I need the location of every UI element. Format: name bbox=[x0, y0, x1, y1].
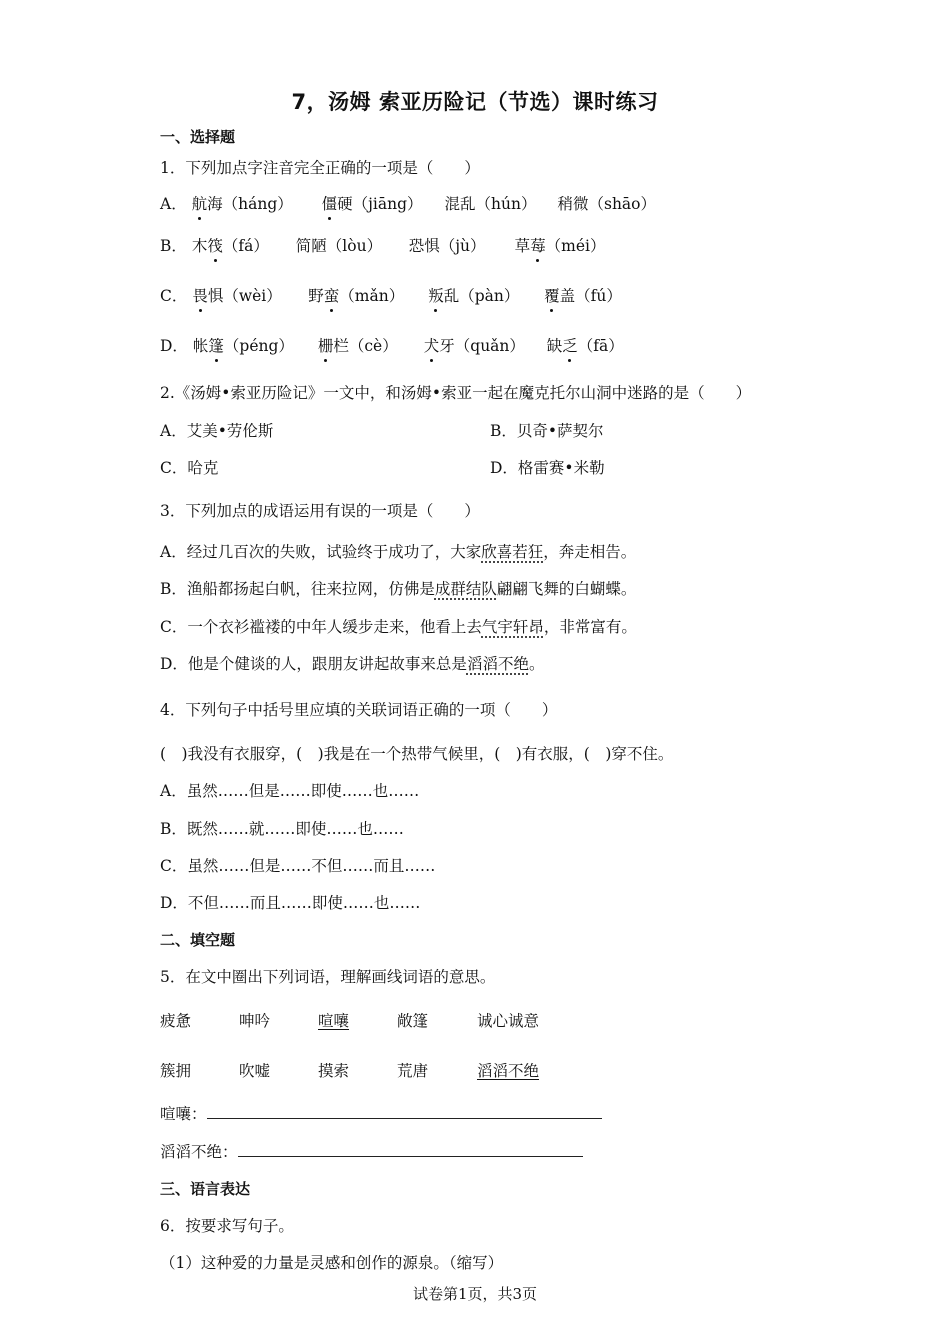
pinyin: （jù） bbox=[439, 237, 486, 255]
vocab-word: 吹嘘 bbox=[239, 1062, 271, 1080]
dotted-idiom: 滔滔不绝 bbox=[466, 655, 529, 673]
word-char: 木 bbox=[191, 237, 208, 255]
word-char: 乱 bbox=[460, 195, 476, 213]
word-char: 惧 bbox=[207, 287, 224, 305]
pinyin: （shāo） bbox=[588, 195, 656, 213]
question-stem: 2.《汤姆•索亚历险记》一文中，和汤姆•索亚一起在魔克托尔山洞中迷路的是（ ） bbox=[160, 384, 752, 402]
q1-option-a bbox=[160, 192, 656, 214]
blank-label: 滔滔不绝： bbox=[160, 1143, 238, 1161]
q3-option-b bbox=[160, 577, 636, 599]
dotted-char: 栅 bbox=[317, 337, 334, 355]
dotted-char: 篷 bbox=[208, 337, 224, 355]
question-stem: 4．下列句子中括号里应填的关联词语正确的一项（ ） bbox=[160, 701, 558, 719]
dotted-char: 覆 bbox=[544, 287, 560, 305]
word-char: 稍 bbox=[557, 195, 573, 213]
option-text: B．渔船都扬起白帆，往来拉网，仿佛是 bbox=[160, 580, 435, 598]
dotted-char: 蛮 bbox=[323, 287, 340, 305]
pinyin: （jiāng） bbox=[352, 195, 423, 213]
answer-blank-row bbox=[160, 1140, 583, 1162]
dotted-char: 犬 bbox=[423, 337, 440, 355]
word-char: 乱 bbox=[443, 287, 460, 305]
word-char: 盖 bbox=[559, 287, 576, 305]
q4-option-c: C．虽然……但是……不但……而且…… bbox=[160, 857, 436, 875]
pinyin: （quǎn） bbox=[454, 337, 525, 355]
word-char: 栏 bbox=[333, 337, 349, 355]
word-char: 恐 bbox=[408, 237, 425, 255]
page-footer: 试卷第1页，共3页 bbox=[412, 1285, 538, 1303]
section-heading: 三、语言表达 bbox=[160, 1180, 251, 1198]
dotted-idiom: 成群结队 bbox=[434, 580, 497, 598]
dotted-char: 叛 bbox=[428, 287, 444, 305]
blank-label: 喧嚷： bbox=[160, 1105, 207, 1123]
vocab-word: 敞篷 bbox=[397, 1012, 429, 1030]
q1-option-c bbox=[160, 284, 622, 306]
page-title: 7，汤姆 索亚历险记（节选）课时练习 bbox=[291, 90, 659, 114]
vocab-word-underlined: 滔滔不绝 bbox=[477, 1062, 540, 1080]
q1-option-d bbox=[160, 334, 624, 356]
option-text: D．他是个健谈的人，跟朋友讲起故事来总是 bbox=[160, 655, 467, 673]
q2-option-b: B．贝奇•萨契尔 bbox=[490, 422, 604, 440]
vocab-word: 诚心诚意 bbox=[477, 1012, 540, 1030]
dotted-idiom: 欣喜若狂 bbox=[481, 543, 544, 561]
option-text: ，奔走相告。 bbox=[543, 543, 637, 561]
word-char: 帐 bbox=[192, 337, 209, 355]
answer-line[interactable] bbox=[207, 1104, 602, 1119]
option-label: C． bbox=[160, 287, 188, 305]
q5-word-row-2 bbox=[160, 1059, 539, 1081]
pinyin: （péng） bbox=[223, 337, 294, 355]
pinyin: （mǎn） bbox=[339, 287, 405, 305]
word-char: 陋 bbox=[311, 237, 327, 255]
word-char: 硬 bbox=[337, 195, 353, 213]
option-label: A． bbox=[160, 195, 187, 213]
word-char: 缺 bbox=[546, 337, 563, 355]
option-text: 。 bbox=[528, 655, 545, 673]
q3-option-a bbox=[160, 540, 636, 562]
vocab-word: 呻吟 bbox=[239, 1012, 271, 1030]
pinyin: （fú） bbox=[575, 287, 622, 305]
word-char: 草 bbox=[514, 237, 531, 255]
q1-option-b bbox=[160, 234, 606, 256]
vocab-word: 荒唐 bbox=[397, 1062, 429, 1080]
q5-word-row-1 bbox=[160, 1009, 539, 1031]
dotted-idiom: 气宇轩昂 bbox=[481, 618, 544, 636]
vocab-word: 摸索 bbox=[318, 1062, 350, 1080]
dotted-char: 航 bbox=[191, 195, 208, 213]
option-text: ，非常富有。 bbox=[543, 618, 637, 636]
q2-option-d: D．格雷赛•米勒 bbox=[490, 459, 605, 477]
sub-question: （1）这种爱的力量是灵感和创作的源泉。（缩写） bbox=[160, 1254, 504, 1272]
word-char: 野 bbox=[308, 287, 324, 305]
word-char: 海 bbox=[207, 195, 223, 213]
option-text: 翩翩飞舞的白蝴蝶。 bbox=[496, 580, 637, 598]
section-heading: 一、选择题 bbox=[160, 128, 236, 146]
question-stem: 6．按要求写句子。 bbox=[160, 1217, 294, 1235]
option-text: A．经过几百次的失败，试验终于成功了，大家 bbox=[160, 543, 482, 561]
dotted-char: 筏 bbox=[207, 237, 223, 255]
pinyin: （cè） bbox=[348, 337, 398, 355]
pinyin: （pàn） bbox=[459, 287, 520, 305]
word-char: 微 bbox=[572, 195, 589, 213]
dotted-char: 畏 bbox=[192, 287, 208, 305]
dotted-char: 乏 bbox=[562, 337, 578, 355]
q4-option-d: D．不但……而且……即使……也…… bbox=[160, 894, 421, 912]
q2-option-a: A．艾美•劳伦斯 bbox=[160, 422, 274, 440]
pinyin: （fā） bbox=[577, 337, 624, 355]
option-label: B． bbox=[160, 237, 187, 255]
answer-blank-row bbox=[160, 1102, 602, 1124]
question-stem: 5．在文中圈出下列词语，理解画线词语的意思。 bbox=[160, 968, 496, 986]
vocab-word: 疲惫 bbox=[160, 1012, 192, 1030]
question-stem: 3．下列加点的成语运用有误的一项是（ ） bbox=[160, 502, 480, 520]
section-heading: 二、填空题 bbox=[160, 931, 236, 949]
word-char: 惧 bbox=[424, 237, 440, 255]
q3-option-d bbox=[160, 652, 544, 674]
dotted-char: 莓 bbox=[530, 237, 546, 255]
answer-line[interactable] bbox=[238, 1142, 583, 1157]
pinyin: （fá） bbox=[222, 237, 269, 255]
word-char: 牙 bbox=[439, 337, 455, 355]
option-text: C．一个衣衫褴褛的中年人缓步走来，他看上去 bbox=[160, 618, 482, 636]
word-char: 混 bbox=[444, 195, 461, 213]
word-char: 简 bbox=[295, 237, 312, 255]
q4-option-a: A．虽然……但是……即使……也…… bbox=[160, 782, 420, 800]
pinyin: （lòu） bbox=[326, 237, 383, 255]
pinyin: （háng） bbox=[222, 195, 293, 213]
vocab-word-underlined: 喧嚷 bbox=[318, 1012, 350, 1030]
pinyin: （wèi） bbox=[223, 287, 282, 305]
q3-option-c bbox=[160, 615, 637, 637]
dotted-char: 僵 bbox=[321, 195, 338, 213]
q4-sentence: ( )我没有衣服穿，( )我是在一个热带气候里，( )有衣服，( )穿不住。 bbox=[160, 745, 674, 763]
q2-option-c: C．哈克 bbox=[160, 459, 219, 477]
pinyin: （méi） bbox=[545, 237, 606, 255]
q4-option-b: B．既然……就……即使……也…… bbox=[160, 820, 404, 838]
option-label: D． bbox=[160, 337, 188, 355]
pinyin: （hún） bbox=[475, 195, 537, 213]
question-stem: 1．下列加点字注音完全正确的一项是（ ） bbox=[160, 159, 480, 177]
vocab-word: 簇拥 bbox=[160, 1062, 192, 1080]
